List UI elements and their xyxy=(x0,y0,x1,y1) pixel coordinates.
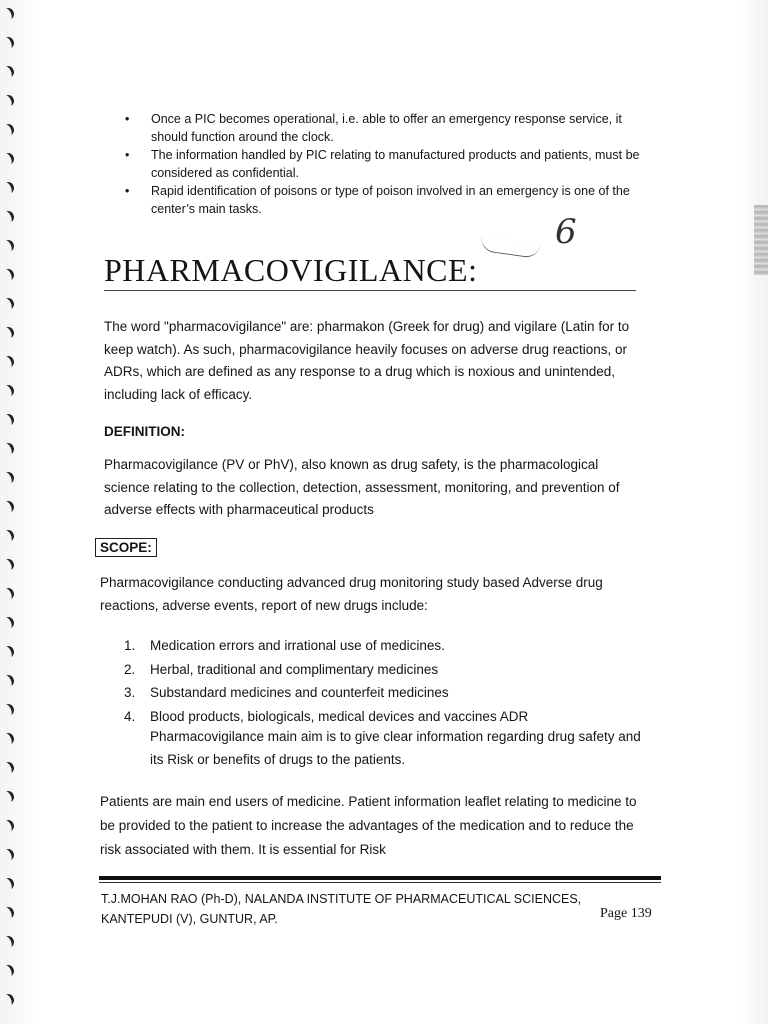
scope-paragraph: Pharmacovigilance conducting advanced drug monitoring study based Adverse drug reactions, adverse events, report of new drugs include: xyxy=(100,575,603,613)
page-title: PHARMACOVIGILANCE: xyxy=(104,252,478,288)
list-number: 2. xyxy=(124,661,136,677)
title-divider xyxy=(104,290,636,291)
list-item xyxy=(124,634,644,658)
spiral-binding xyxy=(0,0,16,1024)
binding-hole xyxy=(0,760,16,776)
binding-hole xyxy=(0,209,16,225)
footer-line-1: T.J.MOHAN RAO (Ph-D), NALANDA INSTITUTE OF PHARMACEUTICAL SCIENCES, xyxy=(101,892,582,906)
footer-divider-thin xyxy=(99,882,661,883)
binding-hole xyxy=(0,586,16,602)
bullet-list xyxy=(125,110,645,218)
binding-hole xyxy=(0,151,16,167)
intro-paragraph: The word "pharmacovigilance" are: pharmakon (Greek for drug) and vigilare (Latin for to keep watch). As such, pharmacovigilance heavily focuses on adverse drug reactions, or ADRs, which are defined as any response to a drug which is noxious and unintended, including lack of efficacy. xyxy=(104,319,630,402)
binding-hole xyxy=(0,122,16,138)
list-number: 3. xyxy=(124,685,136,700)
bullet-item: • Rapid identification of poisons or type of poison involved in an emergency is one of the center’s main tasks. xyxy=(125,182,645,218)
bullet-item: • The information handled by PIC relating to manufactured products and patients, must be considered as confidential. xyxy=(125,146,645,182)
binding-hole xyxy=(0,992,16,1008)
handwritten-dash xyxy=(479,236,541,259)
footer-line-2: KANTEPUDI (V), GUNTUR, AP. xyxy=(101,912,278,926)
footer-author xyxy=(101,889,621,929)
binding-hole xyxy=(0,93,16,109)
binding-hole xyxy=(0,615,16,631)
binding-hole xyxy=(0,325,16,341)
definition-paragraph: Pharmacovigilance (PV or PhV), also known as drug safety, is the pharmacological science relating to the collection, detection, assessment, monitoring, and prevention of adverse effects with pharmaceutical products xyxy=(104,457,620,517)
aim-paragraph: Pharmacovigilance main aim is to give clear information regarding drug safety and its Risk or benefits of drugs to the patients. xyxy=(150,729,641,767)
binding-hole xyxy=(0,876,16,892)
page-number: Page 139 xyxy=(600,906,652,921)
binding-hole xyxy=(0,847,16,863)
list-item xyxy=(124,658,644,682)
binding-hole xyxy=(0,731,16,747)
patients-paragraph: Patients are main end users of medicine. Patient information leaflet relating to medicine to be provided to the patient to increase the advantages of the medication and to reduce the risk associated with them. It is essential for Risk xyxy=(100,794,637,857)
binding-hole xyxy=(0,499,16,515)
binding-hole xyxy=(0,296,16,312)
definition-heading: DEFINITION: xyxy=(104,424,185,439)
binding-hole xyxy=(0,383,16,399)
list-text: Herbal, traditional and complimentary medicines xyxy=(150,661,439,677)
binding-hole xyxy=(0,818,16,834)
footer-divider xyxy=(99,876,661,880)
binding-hole xyxy=(0,963,16,979)
binding-hole xyxy=(0,441,16,457)
bullet-item: • Once a PIC becomes operational, i.e. able to offer an emergency response service, it should function around the clock. xyxy=(125,110,645,146)
binding-hole xyxy=(0,673,16,689)
handwritten-mark: 6 xyxy=(555,212,577,252)
binding-hole xyxy=(0,64,16,80)
binding-hole xyxy=(0,238,16,254)
binding-hole xyxy=(0,702,16,718)
list-item xyxy=(124,705,644,729)
binding-hole xyxy=(0,6,16,22)
binding-hole xyxy=(0,789,16,805)
list-number: 4. xyxy=(124,708,136,724)
binding-hole xyxy=(0,934,16,950)
scope-list xyxy=(124,634,644,728)
binding-hole xyxy=(0,644,16,660)
binding-hole xyxy=(0,35,16,51)
scope-heading: SCOPE: xyxy=(95,538,157,557)
binding-hole xyxy=(0,412,16,428)
list-text: Substandard medicines and counterfeit medicines xyxy=(150,685,449,700)
binding-hole xyxy=(0,905,16,921)
binding-hole xyxy=(0,267,16,283)
binding-hole xyxy=(0,557,16,573)
binding-hole xyxy=(0,528,16,544)
binding-hole xyxy=(0,470,16,486)
list-text: Blood products, biologicals, medical devices and vaccines ADR xyxy=(150,708,529,724)
list-item xyxy=(124,681,644,705)
binding-hole xyxy=(0,180,16,196)
list-number: 1. xyxy=(124,638,136,653)
list-text: Medication errors and irrational use of medicines. xyxy=(150,638,445,653)
page-edge-mark xyxy=(754,205,768,275)
binding-hole xyxy=(0,354,16,370)
